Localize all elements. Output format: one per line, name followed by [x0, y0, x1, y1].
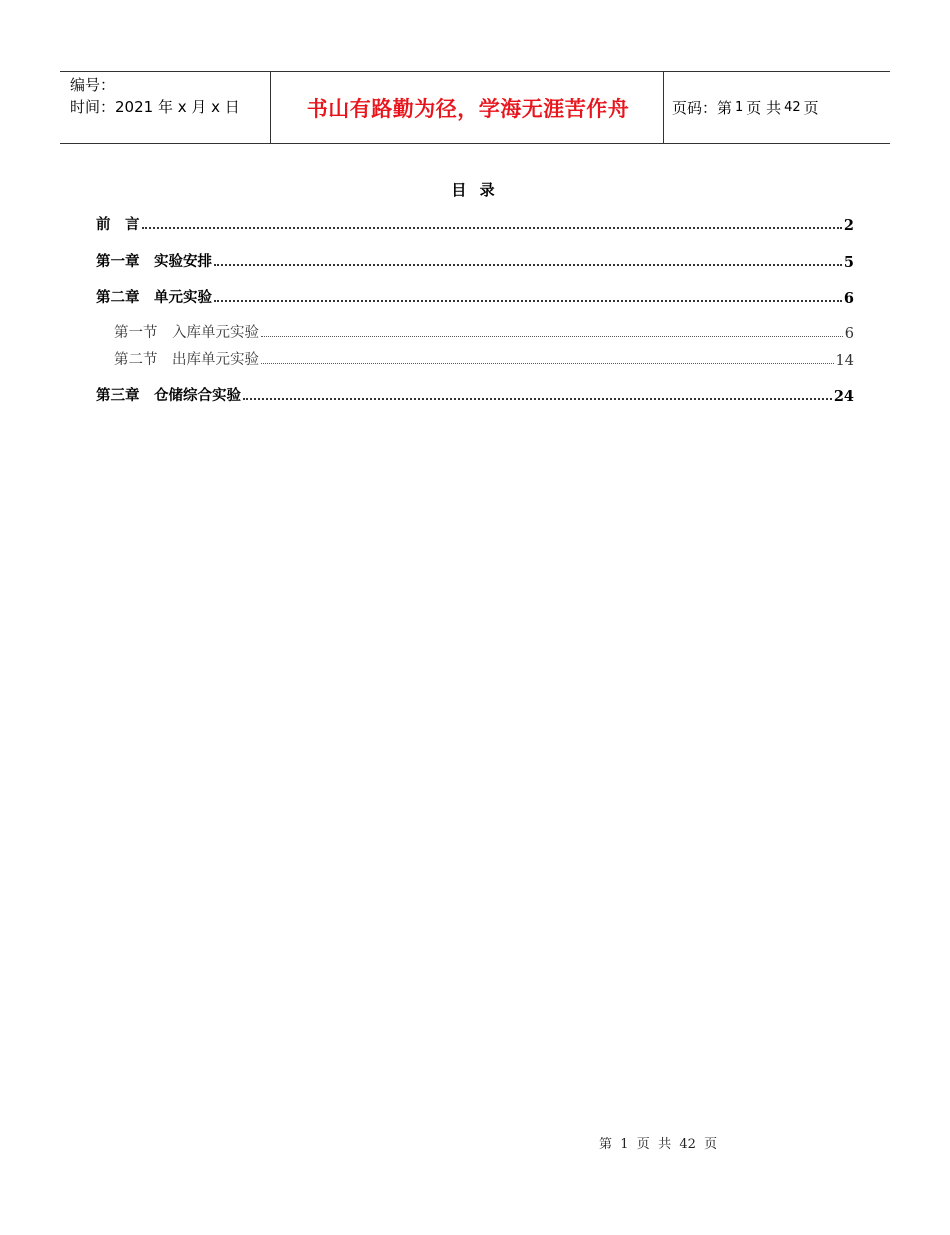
header-divider	[270, 72, 271, 143]
number-label: 编号：	[70, 76, 116, 94]
toc-entry-label: 第一节 入库单元实验	[114, 325, 259, 341]
page-suffix: 页	[803, 99, 819, 117]
toc-entry-chapter-2[interactable]	[96, 287, 854, 307]
toc-entry-label: 第一章 实验安排	[96, 253, 212, 270]
toc-title: 目 录	[451, 181, 499, 199]
toc-entry-section-2[interactable]	[114, 349, 854, 369]
header-motto: 书山有路勤为径，学海无涯苦作舟	[306, 96, 630, 121]
toc-leader	[261, 363, 834, 364]
toc-entry-label: 第二章 单元实验	[96, 289, 212, 306]
toc-leader	[214, 300, 842, 302]
toc-entry-preface[interactable]	[96, 214, 854, 234]
toc-leader	[142, 227, 842, 229]
toc-entry-page: 24	[833, 388, 854, 405]
header-info	[70, 74, 270, 118]
toc-leader	[214, 264, 842, 266]
toc-entry-label: 第二节 出库单元实验	[114, 352, 259, 368]
toc-entry-page: 6	[843, 290, 854, 307]
toc-entry-chapter-3[interactable]	[96, 385, 854, 405]
time-label: 时间：2021 年 x 月 x 日	[70, 98, 240, 116]
toc-leader	[261, 336, 843, 337]
toc-entry-label: 第三章 仓储综合实验	[96, 387, 241, 404]
header-table	[60, 71, 890, 144]
page-middle: 页 共	[746, 99, 782, 117]
page-prefix: 页码：第	[672, 99, 733, 117]
header-page-info	[672, 72, 819, 143]
toc-entry-chapter-1[interactable]	[96, 251, 854, 271]
header-divider	[663, 72, 664, 143]
toc-entry-page: 5	[843, 254, 854, 271]
page-total: 42	[784, 100, 801, 115]
toc-entry-label: 前 言	[96, 216, 140, 233]
toc-entry-page: 14	[835, 353, 854, 369]
page-footer: 第 1 页 共 42 页	[599, 1137, 718, 1152]
toc-entry-section-1[interactable]	[114, 322, 854, 342]
toc-entry-page: 6	[844, 326, 854, 342]
toc-entry-page: 2	[843, 217, 854, 234]
page-current: 1	[735, 100, 744, 115]
toc-leader	[243, 398, 832, 400]
